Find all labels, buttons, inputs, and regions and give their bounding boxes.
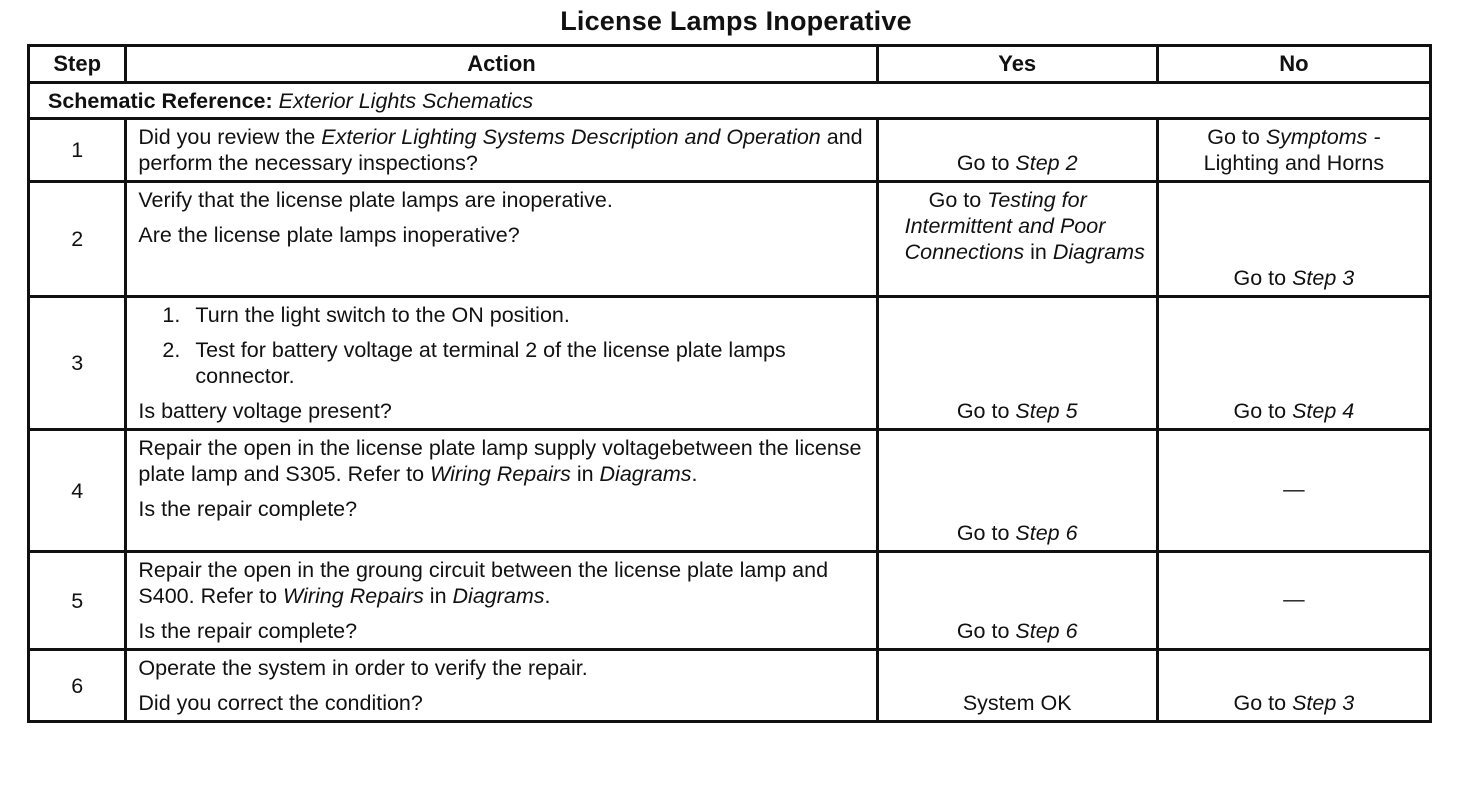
action-cell (126, 297, 877, 430)
no-cell (1157, 650, 1430, 722)
yes-prefix: Go to (956, 619, 1016, 643)
step-number: 2 (29, 182, 126, 297)
no-cell (1157, 297, 1430, 430)
schematic-reference-row (29, 83, 1431, 119)
yes-cell: System OK (877, 650, 1157, 722)
action-instruction: Operate the system in order to verify the repair. (138, 656, 588, 680)
action-question: Is the repair complete? (138, 619, 358, 643)
yes-cell (877, 119, 1157, 182)
action-reference[interactable]: Wiring Repairs (283, 584, 424, 608)
header-yes: Yes (877, 46, 1157, 83)
table-row (29, 182, 1431, 297)
no-link-continued[interactable]: Lighting and Horns (1203, 151, 1385, 175)
no-prefix: Go to (1233, 691, 1293, 715)
action-question: Are the license plate lamps inoperative? (138, 223, 520, 247)
no-cell (1157, 182, 1430, 297)
action-text: . (544, 584, 551, 608)
header-step: Step (29, 46, 126, 83)
yes-link[interactable]: Step 6 (1015, 521, 1078, 545)
action-question: Did you correct the condition? (138, 691, 423, 715)
schematic-reference-link[interactable]: Exterior Lights Schematics (278, 88, 534, 113)
table-row (29, 552, 1431, 650)
action-reference[interactable]: Wiring Repairs (430, 462, 571, 486)
action-instruction (138, 557, 865, 609)
action-question: Is battery voltage present? (138, 399, 392, 423)
action-cell (126, 650, 877, 722)
yes-link[interactable]: Step 6 (1015, 619, 1078, 643)
no-link[interactable]: Symptoms - (1265, 125, 1381, 149)
yes-link[interactable]: Testing for Intermittent and Poor Connections (904, 188, 1106, 264)
list-item-number: 1. (162, 303, 181, 327)
action-cell (126, 552, 877, 650)
no-link[interactable]: Step 3 (1292, 691, 1355, 715)
yes-link-diagrams[interactable]: Diagrams (1052, 240, 1145, 264)
action-reference[interactable]: Diagrams (452, 584, 545, 608)
yes-cell (877, 430, 1157, 552)
action-text: and perform the necessary inspections? (138, 125, 863, 175)
action-steps-list (138, 302, 865, 389)
yes-prefix: Go to (956, 399, 1016, 423)
yes-prefix: Go to (928, 188, 988, 212)
step-number: 5 (29, 552, 126, 650)
yes-prefix: Go to (956, 521, 1016, 545)
list-item-text: Test for battery voltage at terminal 2 of the license plate lamps connector. (195, 338, 786, 388)
step-number: 4 (29, 430, 126, 552)
page-title: License Lamps Inoperative (560, 6, 912, 36)
header-no: No (1157, 46, 1430, 83)
step-number: 6 (29, 650, 126, 722)
action-text: . (691, 462, 698, 486)
list-item-number: 2. (162, 338, 181, 362)
action-instruction: Verify that the license plate lamps are inoperative. (138, 188, 613, 212)
no-prefix: Go to (1233, 399, 1293, 423)
table-row (29, 650, 1431, 722)
yes-cell (877, 552, 1157, 650)
yes-link[interactable]: Step 2 (1015, 151, 1078, 175)
yes-prefix: Go to (956, 151, 1016, 175)
action-text: Repair the open in the license plate lamp supply voltagebetween the license plate lamp and S305. Refer to (138, 436, 862, 486)
table-row (29, 297, 1431, 430)
no-prefix: Go to (1233, 266, 1293, 290)
list-item (162, 302, 865, 328)
action-cell (126, 119, 877, 182)
no-link[interactable]: Step 3 (1292, 266, 1355, 290)
no-cell: — (1157, 430, 1430, 552)
no-cell: — (1157, 552, 1430, 650)
yes-cell (877, 297, 1157, 430)
header-row (29, 46, 1431, 83)
action-question: Is the repair complete? (138, 497, 358, 521)
action-reference[interactable]: Diagrams (599, 462, 692, 486)
action-text: in (423, 584, 453, 608)
step-number: 3 (29, 297, 126, 430)
action-text: Did you review the (138, 125, 322, 149)
yes-link[interactable]: Step 5 (1015, 399, 1078, 423)
list-item (162, 337, 865, 389)
yes-text: in (1024, 240, 1053, 264)
action-instruction (138, 435, 865, 487)
action-text: Repair the open in the groung circuit between the license plate lamp and S400. Refer to (138, 558, 829, 608)
action-reference[interactable]: Exterior Lighting Systems Description and Operation (321, 125, 821, 149)
list-item-text: Turn the light switch to the ON position. (195, 303, 570, 327)
schematic-reference (29, 83, 1431, 119)
action-text: in (570, 462, 600, 486)
table-row (29, 430, 1431, 552)
schematic-reference-label: Schematic Reference: (48, 88, 273, 113)
header-action: Action (126, 46, 877, 83)
action-cell (126, 182, 877, 297)
no-prefix: Go to (1207, 125, 1266, 149)
action-cell (126, 430, 877, 552)
step-number: 1 (29, 119, 126, 182)
table-row (29, 119, 1431, 182)
yes-cell (877, 182, 1157, 297)
no-cell (1157, 119, 1430, 182)
no-link[interactable]: Step 4 (1292, 399, 1355, 423)
diagnostic-table (27, 44, 1432, 723)
